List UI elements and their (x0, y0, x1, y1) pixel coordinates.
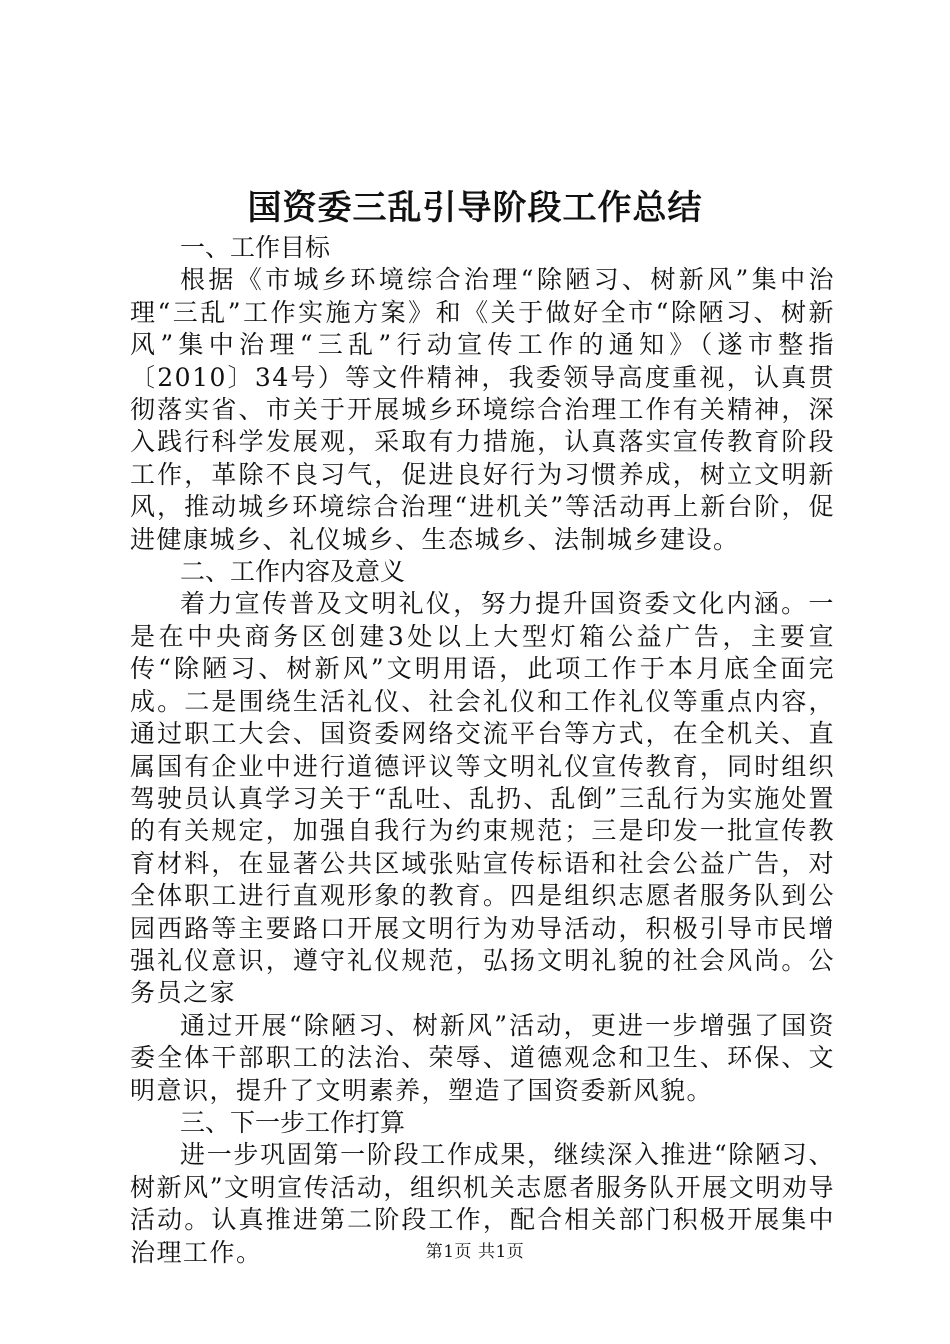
paragraph-content-2: 通过开展“除陋习、树新风”活动，更进一步增强了国资委全体干部职工的法治、荣辱、道德观念和卫生、环保、文明意识，提升了文明素养，塑造了国资委新风貌。 (130, 1010, 835, 1105)
page-number-footer: 第1页 共1页 (425, 1242, 525, 1262)
section-heading-next-steps: 三、下一步工作打算 (180, 1107, 406, 1137)
paragraph-content-1: 着力宣传普及文明礼仪，努力提升国资委文化内涵。一是在中央商务区创建3处以上大型灯箱公益广告，主要宣传“除陋习、树新风”文明用语，此项工作于本月底全面完成。二是围绕生活礼仪、社会礼仪和工作礼仪等重点内容，通过职工大会、国资委网络交流平台等方式，在全机关、直属国有企业中进行道德评议等文明礼仪宣传教育，同时组织驾驶员认真学习关于“乱吐、乱扔、乱倒”三乱行为实施处置的有关规定，加强自我行为约束规范；三是印发一批宣传教育材料，在显著公共区域张贴宣传标语和社会公益广告，对全体职工进行直观形象的教育。四是组织志愿者服务队到公园西路等主要路口开展文明行为劝导活动，积极引导市民增强礼仪意识，遵守礼仪规范，弘扬文明礼貌的社会风尚。公务员之家 (130, 589, 835, 1008)
document-body (130, 232, 835, 1269)
section-heading-content: 二、工作内容及意义 (180, 557, 406, 587)
document-title: 国资委三乱引导阶段工作总结 (247, 188, 703, 228)
paragraph-next-steps: 进一步巩固第一阶段工作成果，继续深入推进“除陋习、树新风”文明宣传活动，组织机关志愿者服务队开展文明劝导活动。认真推进第二阶段工作，配合相关部门积极开展集中治理工作。 (130, 1140, 835, 1267)
section-heading-goals: 一、工作目标 (180, 233, 331, 262)
paragraph-goals: 根据《市城乡环境综合治理“除陋习、树新风”集中治理“三乱”工作实施方案》和《关于做好全市“除陋习、树新风”集中治理“三乱”行动宣传工作的通知》（遂市整指〔2010〕34号）等文件精神，我委领导高度重视，认真贯彻落实省、市关于开展城乡环境综合治理工作有关精神，深入践行科学发展观，采取有力措施，认真落实宣传教育阶段工作，革除不良习气，促进良好行为习惯养成，树立文明新风，推动城乡环境综合治理“进机关”等活动再上新台阶，促进健康城乡、礼仪城乡、生态城乡、法制城乡建设。 (130, 265, 835, 554)
